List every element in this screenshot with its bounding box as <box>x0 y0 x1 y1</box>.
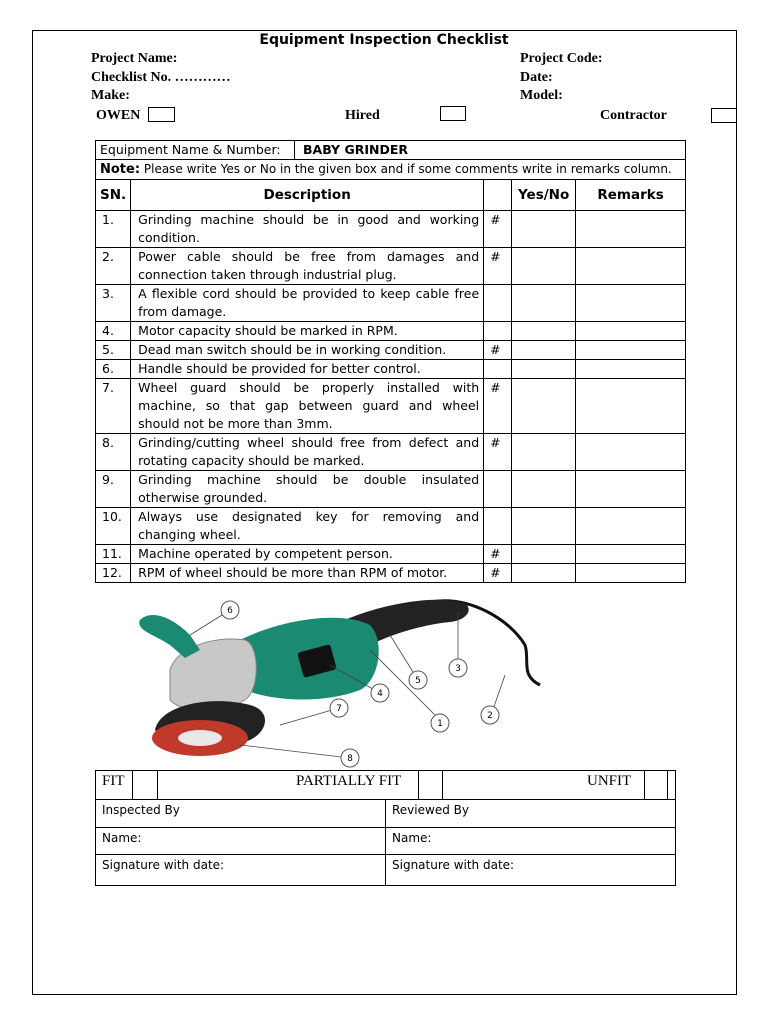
callout-number: 2 <box>487 711 493 721</box>
row-description: Always use designated key for removing and changing wheel. <box>131 508 484 545</box>
row-description: A flexible cord should be provided to keep cable free from damage. <box>131 285 484 322</box>
row-yes-no-field[interactable] <box>512 248 576 285</box>
callout-number: 6 <box>227 606 233 616</box>
inspected-by-label: Inspected By <box>96 800 386 828</box>
row-sn: 10. <box>96 508 131 545</box>
row-mark <box>484 471 512 508</box>
row-sn: 2. <box>96 248 131 285</box>
callout-number: 4 <box>377 689 383 699</box>
sign-off-table <box>95 799 676 886</box>
header-description: Description <box>131 180 484 211</box>
row-description: Grinding/cutting wheel should free from defect and rotating capacity should be marked. <box>131 434 484 471</box>
table-row <box>96 564 686 583</box>
fit-checkbox[interactable] <box>132 771 158 800</box>
owen-checkbox[interactable] <box>148 107 175 122</box>
callout-number: 8 <box>347 754 353 764</box>
row-remarks-field[interactable] <box>576 508 686 545</box>
partially-fit-label: PARTIALLY FIT <box>296 773 402 789</box>
fit-status-row <box>95 770 676 800</box>
row-mark <box>484 285 512 322</box>
unfit-label: UNFIT <box>587 773 632 789</box>
row-yes-no-field[interactable] <box>512 285 576 322</box>
row-mark: # <box>484 341 512 360</box>
row-remarks-field[interactable] <box>576 322 686 341</box>
reviewer-signature-field[interactable]: Signature with date: <box>386 855 676 886</box>
note-label: Note: <box>100 162 141 177</box>
row-mark: # <box>484 545 512 564</box>
make-label: Make: <box>91 88 130 103</box>
row-mark: # <box>484 564 512 583</box>
row-remarks-field[interactable] <box>576 341 686 360</box>
equipment-label: Equipment Name & Number: <box>100 141 295 159</box>
row-description: Wheel guard should be properly installed with machine, so that gap between guard and wheel should not be more than 3mm. <box>131 379 484 434</box>
row-description: Grinding machine should be double insulated otherwise grounded. <box>131 471 484 508</box>
row-remarks-field[interactable] <box>576 471 686 508</box>
row-mark <box>484 360 512 379</box>
row-yes-no-field[interactable] <box>512 379 576 434</box>
checklist-no-label: Checklist No. ………… <box>91 70 231 85</box>
hired-checkbox[interactable] <box>440 106 466 121</box>
row-mark <box>484 322 512 341</box>
row-remarks-field[interactable] <box>576 360 686 379</box>
callout-number: 7 <box>336 704 342 714</box>
model-label: Model: <box>520 88 563 103</box>
note-row <box>96 160 686 180</box>
row-yes-no-field[interactable] <box>512 545 576 564</box>
row-sn: 6. <box>96 360 131 379</box>
row-mark: # <box>484 248 512 285</box>
row-mark: # <box>484 434 512 471</box>
row-yes-no-field[interactable] <box>512 471 576 508</box>
row-description: Machine operated by competent person. <box>131 545 484 564</box>
project-name-label: Project Name: <box>91 51 178 66</box>
inspector-name-field[interactable]: Name: <box>96 828 386 855</box>
date-label: Date: <box>520 70 553 85</box>
row-remarks-field[interactable] <box>576 545 686 564</box>
hired-label: Hired <box>345 108 380 123</box>
contractor-checkbox[interactable] <box>711 108 737 123</box>
project-code-label: Project Code: <box>520 51 603 66</box>
table-row <box>96 211 686 248</box>
row-remarks-field[interactable] <box>576 434 686 471</box>
row-yes-no-field[interactable] <box>512 508 576 545</box>
row-yes-no-field[interactable] <box>512 211 576 248</box>
angle-grinder-image <box>130 590 550 770</box>
table-row <box>96 471 686 508</box>
table-row <box>96 434 686 471</box>
owen-label: OWEN <box>96 108 141 123</box>
row-sn: 3. <box>96 285 131 322</box>
table-row <box>96 285 686 322</box>
checklist-table <box>95 140 686 583</box>
table-row <box>96 248 686 285</box>
inspector-signature-field[interactable]: Signature with date: <box>96 855 386 886</box>
row-yes-no-field[interactable] <box>512 341 576 360</box>
row-remarks-field[interactable] <box>576 285 686 322</box>
table-row <box>96 341 686 360</box>
row-description: Dead man switch should be in working condition. <box>131 341 484 360</box>
page-title: Equipment Inspection Checklist <box>259 32 509 48</box>
row-yes-no-field[interactable] <box>512 360 576 379</box>
row-mark: # <box>484 379 512 434</box>
row-yes-no-field[interactable] <box>512 564 576 583</box>
partially-fit-checkbox[interactable] <box>418 771 443 800</box>
row-description: Grinding machine should be in good and working condition. <box>131 211 484 248</box>
reviewed-by-label: Reviewed By <box>386 800 676 828</box>
row-description: Power cable should be free from damages and connection taken through industrial plug. <box>131 248 484 285</box>
row-mark <box>484 508 512 545</box>
row-remarks-field[interactable] <box>576 248 686 285</box>
table-row <box>96 545 686 564</box>
table-row <box>96 360 686 379</box>
table-row <box>96 508 686 545</box>
row-sn: 4. <box>96 322 131 341</box>
row-description: Motor capacity should be marked in RPM. <box>131 322 484 341</box>
wheel-center <box>178 730 222 746</box>
side-handle <box>139 615 200 658</box>
callout-number: 1 <box>437 719 443 729</box>
row-remarks-field[interactable] <box>576 379 686 434</box>
unfit-checkbox[interactable] <box>644 771 668 800</box>
row-mark: # <box>484 211 512 248</box>
row-sn: 12. <box>96 564 131 583</box>
header-yes-no: Yes/No <box>512 180 576 211</box>
header-mark <box>484 180 512 211</box>
row-sn: 7. <box>96 379 131 434</box>
row-sn: 9. <box>96 471 131 508</box>
contractor-label: Contractor <box>600 108 667 123</box>
fit-label: FIT <box>102 773 125 789</box>
row-remarks-field[interactable] <box>576 564 686 583</box>
row-sn: 8. <box>96 434 131 471</box>
row-sn: 5. <box>96 341 131 360</box>
header-remarks: Remarks <box>576 180 686 211</box>
header-sn: SN. <box>96 180 131 211</box>
callout-number: 5 <box>415 676 421 686</box>
callout-number: 3 <box>455 664 461 674</box>
equipment-row <box>96 141 686 160</box>
row-sn: 1. <box>96 211 131 248</box>
reviewer-name-field[interactable]: Name: <box>386 828 676 855</box>
table-row <box>96 322 686 341</box>
row-yes-no-field[interactable] <box>512 322 576 341</box>
equipment-value: BABY GRINDER <box>303 142 408 157</box>
row-description: Handle should be provided for better control. <box>131 360 484 379</box>
row-sn: 11. <box>96 545 131 564</box>
note-text: Please write Yes or No in the given box and if some comments write in remarks column. <box>143 162 672 176</box>
row-yes-no-field[interactable] <box>512 434 576 471</box>
table-row <box>96 379 686 434</box>
row-description: RPM of wheel should be more than RPM of motor. <box>131 564 484 583</box>
row-remarks-field[interactable] <box>576 211 686 248</box>
